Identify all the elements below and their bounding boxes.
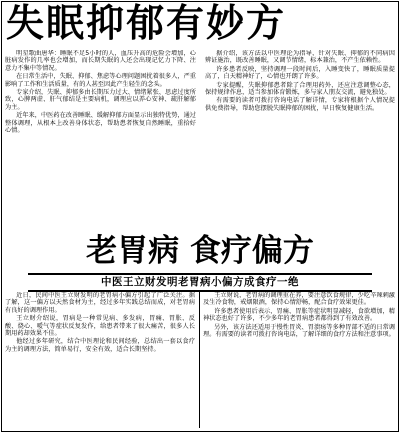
paragraph: 明星歌曲唐华：睡眠不足5小时的人，血压升高的危险会增加，心脏病发作的几率也会增加，而长期失眠的人还会出现记忆力下降、注意力不集中等情况。 [5, 50, 196, 72]
paragraph: 专家提醒，失眠抑郁患者除了合理用药外，还应注意调整心态，保持规律作息，适当参加体育锻炼，多与家人朋友交流，避免独处。 [205, 81, 395, 97]
paragraph: 近日，民间中医王立财发明的老胃病小偏方引起了广泛关注。据了解，这一偏方以天然食材为主，经过多年实践总结而成，对老胃病有良好的调理作用。 [5, 292, 195, 314]
article-bottom-right [203, 292, 395, 428]
article-top-left [5, 50, 196, 236]
paragraph: 他经过多年研究，结合中医理论和民间经验，总结出一套以食疗为主的调理方法，简单易行，安全有效，适合长期坚持。 [5, 338, 195, 353]
paragraph: 王立财说，老胃病的调理重在养，要注意饮食规律，少吃辛辣刺激及生冷食物，戒烟限酒，保持心情舒畅，配合食疗效果更佳。 [203, 292, 395, 307]
paragraph: 近年来，中医药在改善睡眠、缓解抑郁方面显示出独特优势，通过整体调理，从根本上改善身体状态，帮助患者恢复自然睡眠，重拾好心情。 [5, 112, 196, 135]
article-top-right [205, 50, 395, 236]
headline-top: 失眠抑郁有妙方 [6, 0, 287, 45]
paragraph: 据介绍，该方法以中医理论为指导，针对失眠、抑郁的不同病因辨证施治，既改善睡眠，又调节情绪，标本兼治，不产生依赖性。 [205, 50, 395, 65]
paragraph: 许多患者使用后表示，胃痛、胃胀等症状明显减轻，食欲增加，精神状态也好了许多，不少多年的老胃病患者都得到了有效改善。 [203, 307, 395, 323]
paragraph: 许多患者反映，坚持调理一段时间后，入睡变快了，睡眠质量提高了，白天精神好了，心情也开朗了许多。 [205, 65, 395, 81]
column-divider [199, 292, 200, 428]
article-bottom-left [5, 292, 195, 428]
paragraph: 专家介绍，失眠、抑郁多由长期压力过大、情绪紧张、思虑过度所致，心脾两虚、肝气郁结是主要病机，调理应以养心安神、疏肝解郁为主。 [5, 89, 196, 111]
headline-middle: 老胃病 食疗偏方 [86, 233, 314, 269]
paragraph: 有需要的读者可拨打咨询电话了解详情，专家将根据个人情况提供免费指导，帮助您摆脱失眠抑郁的困扰，早日恢复健康生活。 [205, 97, 395, 112]
paragraph: 另外，该方法还适用于慢性胃炎、胃溃疡等多种胃部不适的日常调理。有需要的读者可拨打咨询电话，了解详细的食疗方法和注意事项。 [203, 323, 395, 339]
paragraph: 在日常生活中，失眠、抑郁、焦虑等心理问题困扰着很多人，严重影响了工作和生活质量，有的人甚至因此产生轻生的念头。 [5, 73, 196, 88]
subheadline: 中医王立财发明老胃病小偏方成食疗一绝 [28, 273, 372, 292]
paragraph: 王立财介绍说，胃病是一种常见病、多发病，胃痛、胃胀、反酸、烧心、嗳气等症状反复发作，给患者带来了很大痛苦，很多人长期用药却效果不佳。 [5, 315, 195, 338]
